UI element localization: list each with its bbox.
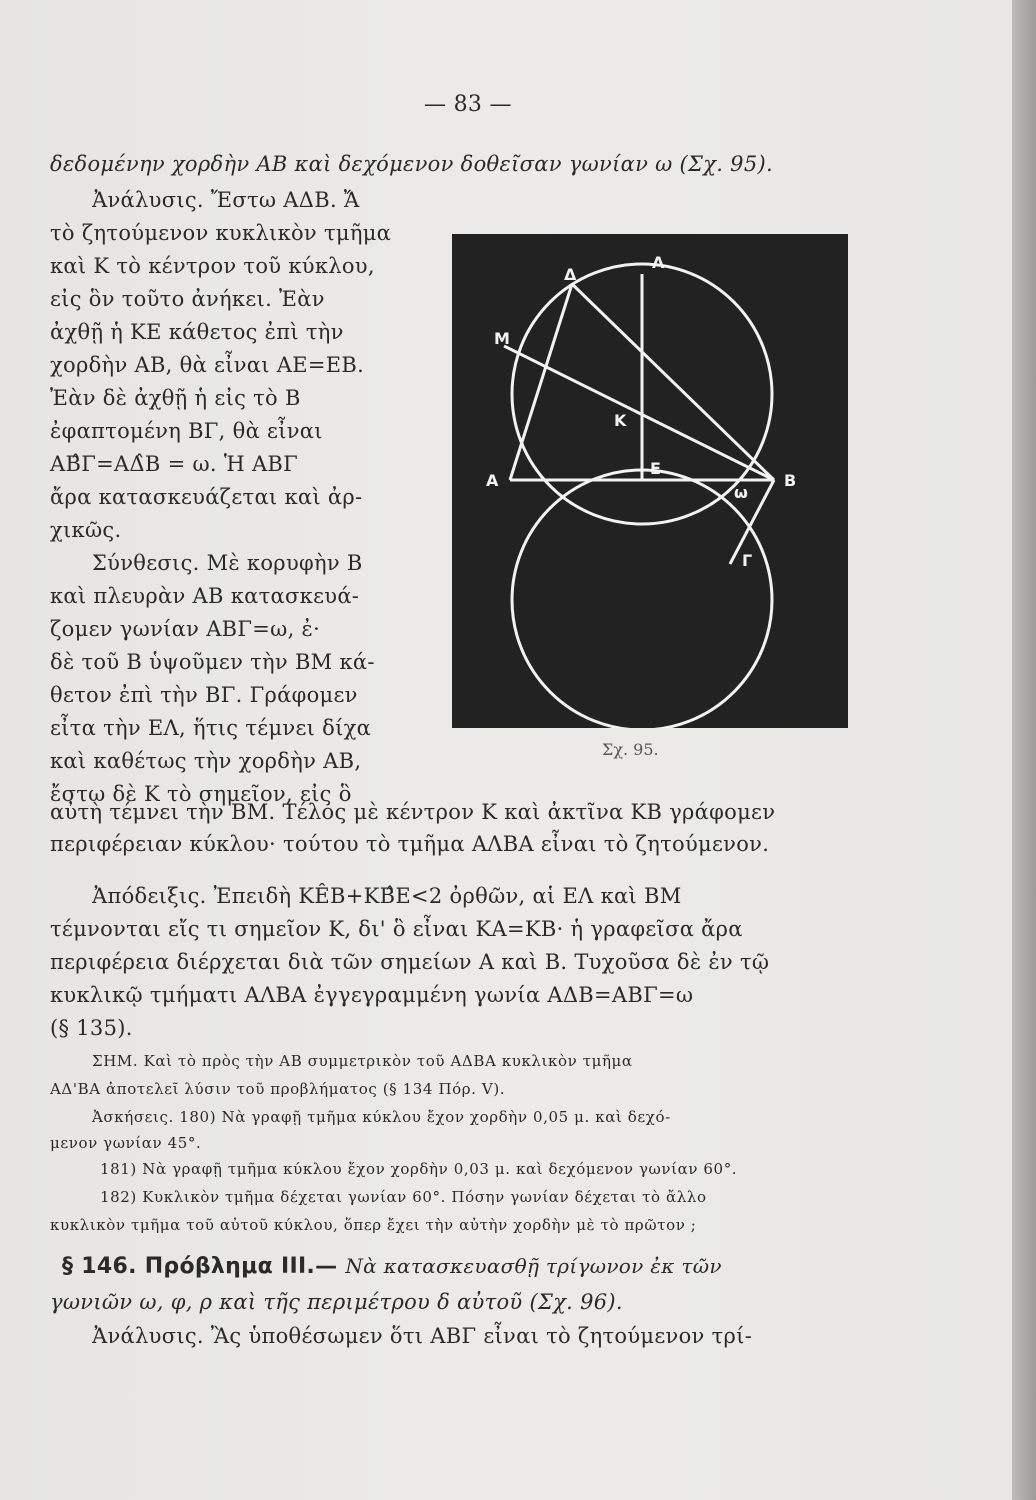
text-line: αὐτὴ τέμνει τὴν ΒΜ. Τέλος μὲ κέντρον Κ καὶ ἀκτῖνα ΚΒ γράφομεν (50, 800, 776, 824)
figure-95-diagram (452, 234, 848, 728)
text-line: Ἀνάλυσις. Ἂς ὑποθέσωμεν ὅτι ΑΒΓ εἶναι τὸ ζητούμενον τρί- (92, 1324, 753, 1348)
text-line: ἔστω δὲ Κ τὸ σημεῖον, εἰς ὃ (50, 782, 352, 806)
note-line: 181) Νὰ γραφῇ τμῆμα κύκλου ἔχον χορδὴν 0,03 μ. καὶ δεχόμενον γωνίαν 60°. (100, 1160, 738, 1178)
text-line: Ἐὰν δὲ ἀχθῇ ἡ εἰς τὸ Β (50, 386, 301, 410)
text-line: εἶτα τὴν ΕΛ, ἥτις τέμνει δίχα (50, 716, 372, 740)
text-line: τὸ ζητούμενον κυκλικὸν τμῆμα (50, 221, 392, 245)
section-number: § 146. Πρόβλημα ΙΙΙ.— (62, 1254, 338, 1279)
text-line: καὶ πλευρὰν ΑΒ κατασκευά- (50, 584, 360, 608)
proof-line: Ἀπόδειξις. Ἐπειδὴ ΚÊΒ+ΚΒ̂Ε<2 ὀρθῶν, αἱ ΕΛ καὶ ΒΜ (92, 884, 682, 908)
note-line: 182) Κυκλικὸν τμῆμα δέχεται γωνίαν 60°. Πόσην γωνίαν δέχεται τὸ ἄλλο (100, 1188, 707, 1206)
label-omega: ω (734, 483, 748, 502)
label-kappa: Κ (614, 411, 627, 430)
section-heading (62, 1254, 722, 1279)
label-lambda: Λ (652, 253, 665, 272)
label-epsilon: Ε (650, 459, 661, 478)
text-line: κυκλικῷ τμήματι ΑΛΒΑ ἐγγεγραμμένη γωνία ΑΔΒ=ΑΒΓ=ω (50, 983, 694, 1007)
synthesis-line: Σύνθεσις. Μὲ κορυφὴν Β (92, 551, 363, 575)
text-line: ΑΒ̂Γ=ΑΔ̂Β = ω. Ἡ ΑΒΓ (50, 452, 299, 476)
text-line: περιφέρεια διέρχεται διὰ τῶν σημείων Α καὶ Β. Τυχοῦσα δὲ ἐν τῷ (50, 950, 770, 974)
note-line: ΣΗΜ. Καὶ τὸ πρὸς τὴν ΑΒ συμμετρικὸν τοῦ ΑΔΒΑ κυκλικὸν τμῆμα (92, 1052, 633, 1070)
note-line: κυκλικὸν τμῆμα τοῦ αὐτοῦ κύκλου, ὅπερ ἔχει τὴν αὐτὴν χορδὴν μὲ τὸ πρῶτον ; (50, 1216, 697, 1234)
text-line: καὶ Κ τὸ κέντρον τοῦ κύκλου, (50, 254, 375, 278)
text-line: θετον ἐπὶ τὴν ΒΓ. Γράφομεν (50, 683, 358, 707)
page-edge (1012, 0, 1036, 1500)
text-line: περιφέρειαν κύκλου· τούτου τὸ τμῆμα ΑΛΒΑ εἶναι τὸ ζητούμενον. (50, 832, 770, 856)
label-alpha: Α (486, 471, 499, 490)
text-line: δὲ τοῦ Β ὑψοῦμεν τὴν ΒΜ κά- (50, 650, 375, 674)
note-line: μενον γωνίαν 45°. (50, 1134, 202, 1152)
label-gamma: Γ (742, 551, 753, 570)
text-line: καὶ καθέτως τὴν χορδὴν ΑΒ, (50, 749, 362, 773)
geometry-figure (452, 234, 848, 728)
label-delta: Δ (564, 265, 577, 284)
intro-line: δεδομένην χορδὴν ΑΒ καὶ δεχόμενον δοθεῖσαν γωνίαν ω (Σχ. 95). (50, 152, 773, 176)
text-line: (§ 135). (50, 1016, 133, 1040)
page-number: — 83 — (424, 92, 512, 117)
text-line: ἐφαπτομένη ΒΓ, θὰ εἶναι (50, 419, 323, 443)
label-beta: Β (784, 471, 797, 490)
label-mu: Μ (494, 329, 510, 348)
text-line: τέμνονται εἴς τι σημεῖον Κ, δι' ὃ εἶναι ΚΑ=ΚΒ· ἡ γραφεῖσα ἄρα (50, 917, 743, 941)
note-line: ΑΔ'ΒΑ ἀποτελεῖ λύσιν τοῦ προβλήματος (§ 134 Πόρ. V). (50, 1080, 506, 1098)
text-line: εἰς ὃν τοῦτο ἀνήκει. Ἐὰν (50, 287, 325, 311)
text-line: χορδὴν ΑΒ, θὰ εἶναι ΑΕ=ΕΒ. (50, 353, 365, 377)
figure-caption: Σχ. 95. (602, 740, 659, 759)
note-line: Ἀσκήσεις. 180) Νὰ γραφῇ τμῆμα κύκλου ἔχον χορδὴν 0,05 μ. καὶ δεχό- (92, 1108, 671, 1126)
text-line: χικῶς. (50, 518, 122, 542)
text-line: ἄρα κατασκευάζεται καὶ ἀρ- (50, 485, 363, 509)
section-title: Νὰ κατασκευασθῇ τρίγωνον ἐκ τῶν (345, 1254, 722, 1278)
lower-circle (512, 470, 772, 728)
line-mb (504, 346, 774, 480)
text-line: γωνιῶν ω, φ, ρ καὶ τῆς περιμέτρου δ αὐτοῦ (Σχ. 96). (50, 1290, 623, 1314)
text-line: ζομεν γωνίαν ΑΒΓ=ω, ἐ· (50, 617, 321, 641)
analysis-line: Ἀνάλυσις. Ἔστω ΑΔΒ. Ἄ (92, 188, 360, 212)
text-line: ἀχθῇ ἡ ΚΕ κάθετος ἐπὶ τὴν (50, 320, 344, 344)
